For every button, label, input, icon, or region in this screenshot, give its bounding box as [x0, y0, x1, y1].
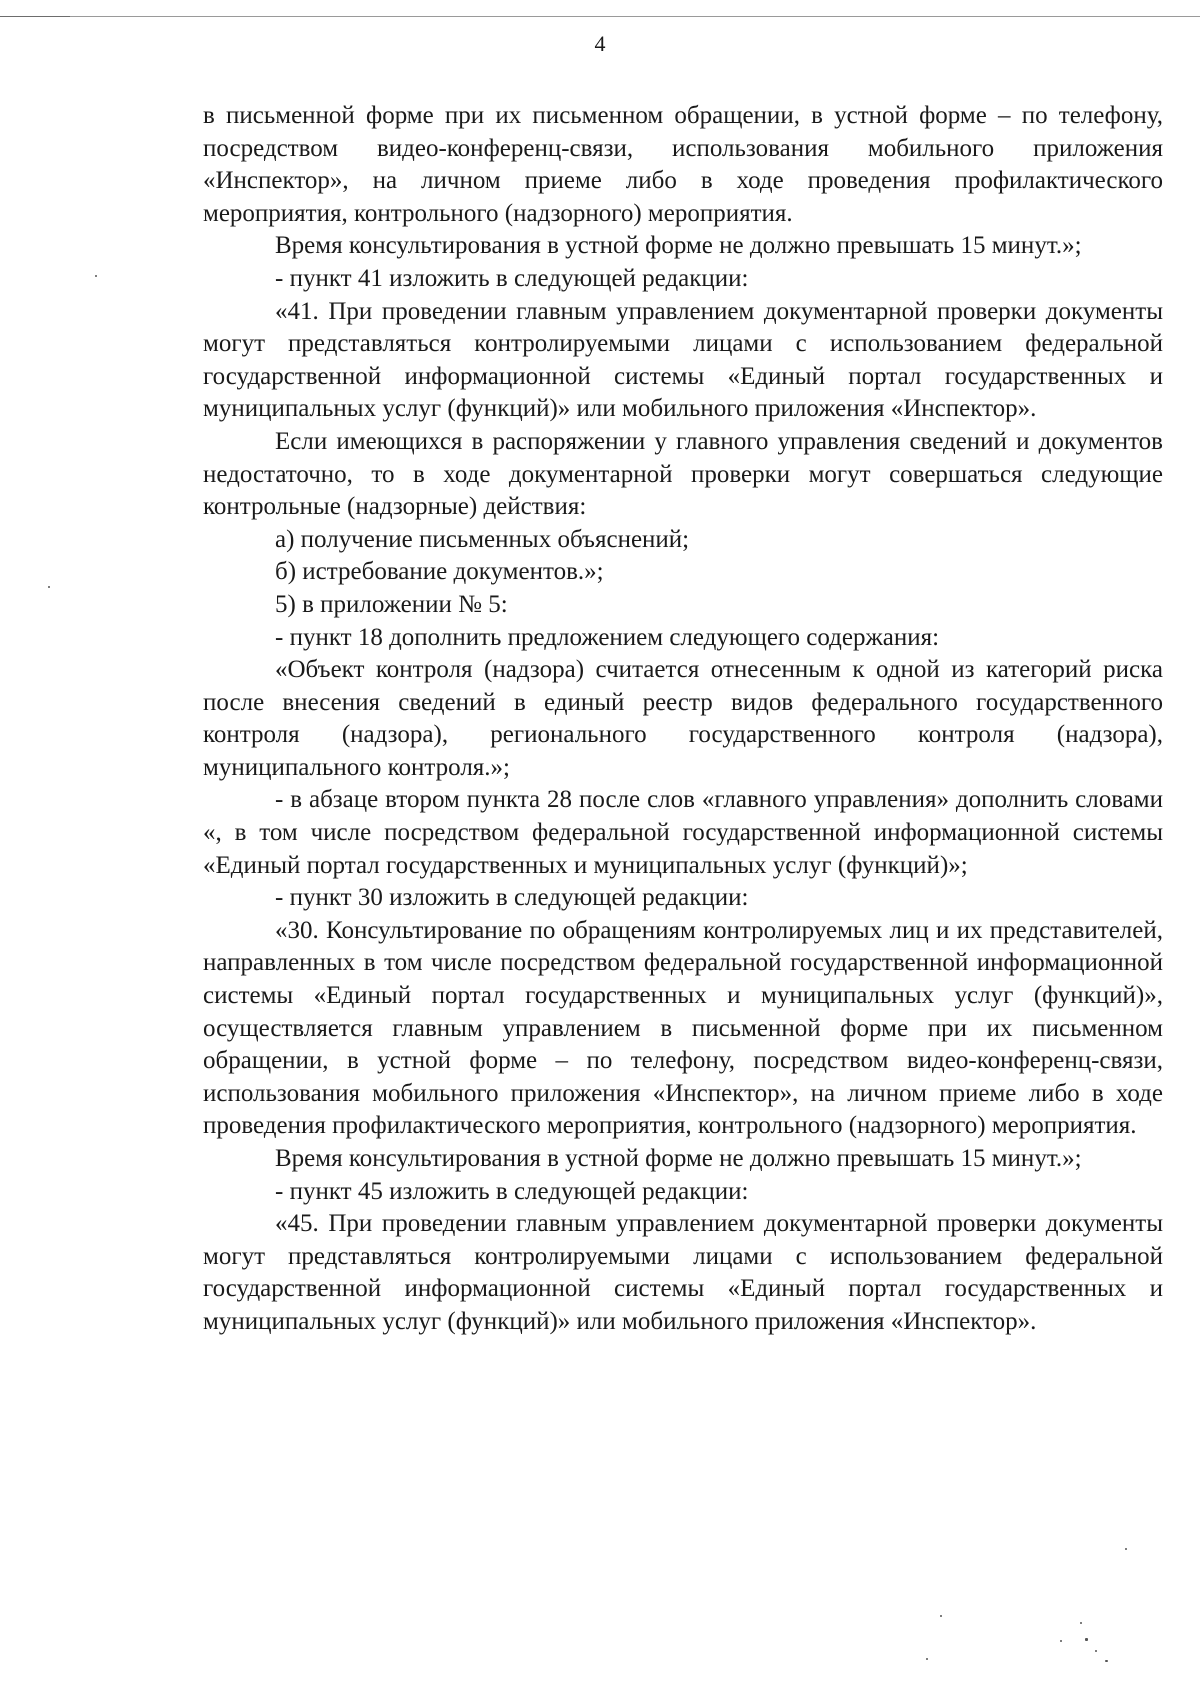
scan-speck — [1095, 1650, 1097, 1652]
scan-speck — [1060, 1640, 1062, 1642]
scan-speck — [1085, 1638, 1088, 1641]
scan-speck — [48, 586, 50, 588]
page-number: 4 — [594, 31, 606, 56]
scan-edge-line — [0, 16, 1200, 17]
paragraph-item-30-instruction: - пункт 30 изложить в следующей редакции: — [275, 884, 749, 912]
scan-speck — [1105, 1660, 1108, 1662]
paragraph-item-18-text: «Объект контроля (надзора) считается отнесенным к одной из категорий риска после внесения сведений в единый реестр видов федерального государственного контроля (надзора), регионального государственного контроля (надзора), муниципального контроля.»; — [203, 656, 1163, 781]
paragraph-item-30-text: «30. Консультирование по обращениям контролируемых лиц и их представителей, направленных в том числе посредством федеральной государственной информационной системы «Единый портал государственных и муниципальных услуг (функций)», осуществляется главным управлением в письменной форме при их письменном обращении, в устной форме – по телефону, посредством видео-конференц-связи, использования мобильного приложения «Инспектор», на личном приеме либо в ходе проведения профилактического мероприятия, контрольного (надзорного) мероприятия. — [203, 916, 1163, 1140]
scan-speck — [1080, 1622, 1082, 1624]
scan-speck — [95, 275, 97, 277]
scan-speck — [940, 1615, 942, 1617]
paragraph-item-41-text: «41. При проведении главным управлением документарной проверки документы могут представляться контролируемыми лицами с использованием федеральной государственной информационной системы «Единый портал государственных и муниципальных услуг (функций)» или мобильного приложения «Инспектор». — [203, 297, 1163, 423]
scan-edge-mark — [0, 16, 70, 17]
paragraph-consultation-time-2: Время консультирования в устной форме не должно превышать 15 минут.»; — [275, 1145, 1082, 1172]
document-body — [203, 100, 1163, 1339]
scan-speck — [1125, 1548, 1127, 1550]
scan-speck — [926, 1658, 928, 1660]
paragraph-item-45-text: «45. При проведении главным управлением документарной проверки документы могут представляться контролируемыми лицами с использованием федеральной государственной информационной системы «Единый портал государственных и муниципальных услуг (функций)» или мобильного приложения «Инспектор». — [203, 1210, 1163, 1335]
paragraph-item-41-instruction: - пункт 41 изложить в следующей редакции: — [275, 264, 749, 292]
paragraph-insufficient-documents: Если имеющихся в распоряжении у главного управления сведений и документов недостаточно, то в ходе документарной проверки могут совершаться следующие контрольные (надзорные) действия: — [203, 427, 1163, 521]
paragraph-item-45-instruction: - пункт 45 изложить в следующей редакции: — [275, 1177, 749, 1205]
paragraph-item-28-amendment: - в абзаце втором пункта 28 после слов «главного управления» дополнить словами «, в том числе посредством федеральной государственной информационной системы «Единый портал государственных и муниципальных услуг (функций)»; — [203, 786, 1163, 879]
paragraph-item-18-instruction: - пункт 18 дополнить предложением следующего содержания: — [275, 623, 940, 651]
paragraph-consultation-time: Время консультирования в устной форме не должно превышать 15 минут.»; — [275, 232, 1082, 260]
list-item-b: б) истребование документов.»; — [275, 558, 604, 586]
paragraph-continuation: в письменной форме при их письменном обращении, в устной форме – по телефону, посредством видео-конференц-связи, использования мобильного приложения «Инспектор», на личном приеме либо в ходе проведения профилактического мероприятия, контрольного (надзорного) мероприятия. — [203, 102, 1163, 227]
list-item-a: а) получение письменных объяснений; — [275, 525, 690, 553]
paragraph-appendix-5: 5) в приложении № 5: — [275, 590, 508, 618]
